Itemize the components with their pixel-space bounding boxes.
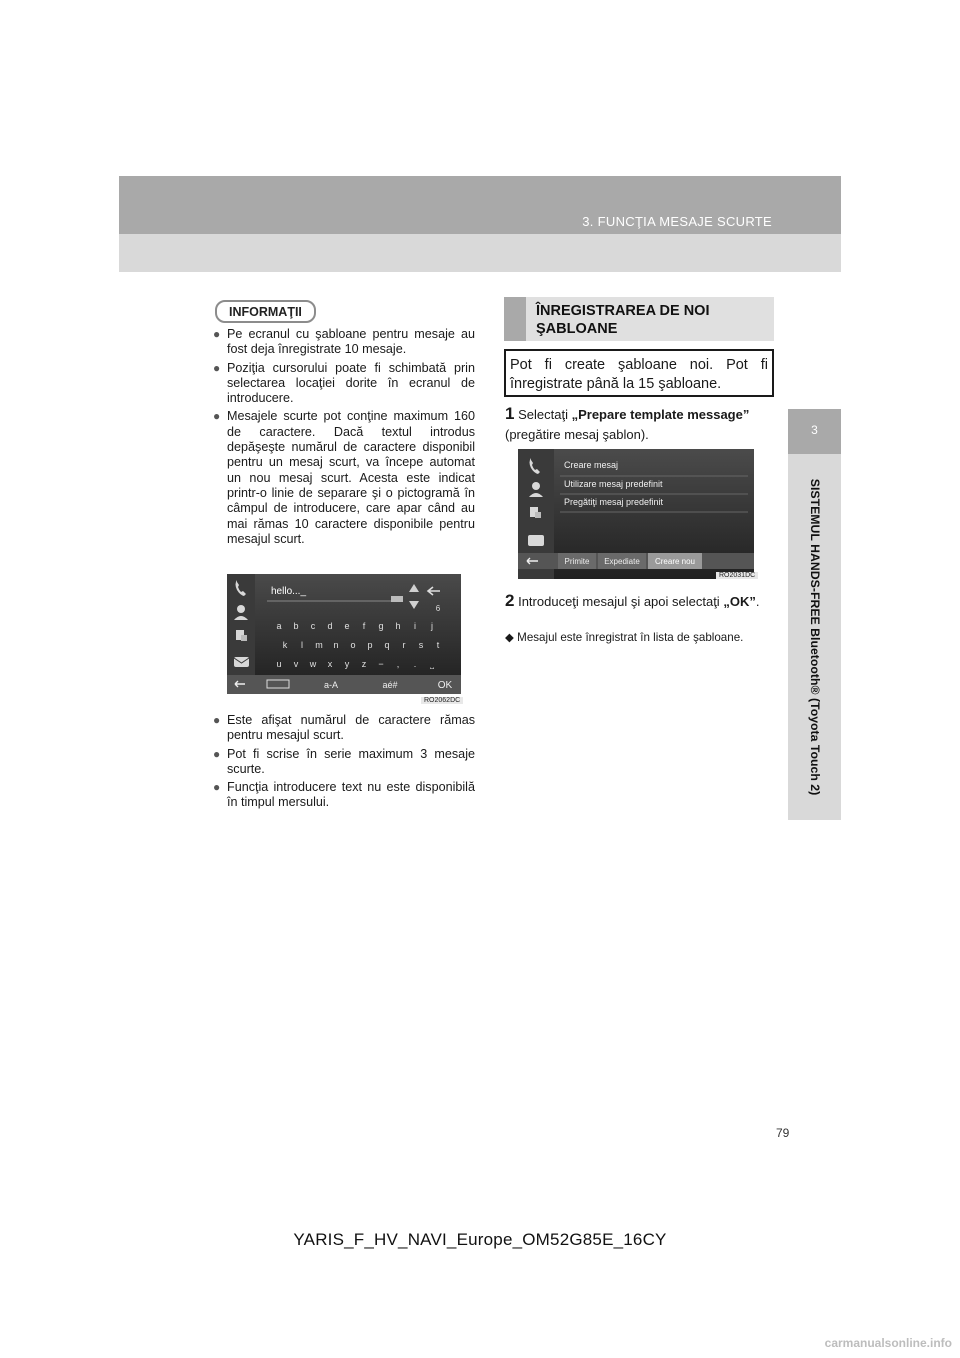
ok-button[interactable]: OK bbox=[437, 680, 453, 691]
key[interactable]: d bbox=[327, 621, 333, 631]
key[interactable]: s bbox=[418, 640, 424, 650]
key[interactable]: x bbox=[327, 659, 333, 669]
step-number: 2 bbox=[505, 591, 515, 610]
list-item: ● Pe ecranul cu şabloane pentru mesaje au fost deja înregistrate 10 mesaje. bbox=[213, 327, 475, 357]
key[interactable]: n bbox=[333, 640, 339, 650]
symbols-button[interactable]: aé# bbox=[382, 680, 398, 690]
key[interactable]: i bbox=[414, 621, 416, 631]
menu-item-prepare-template[interactable]: Pregătiţi mesaj predefinit bbox=[564, 497, 664, 507]
page-header bbox=[119, 176, 841, 272]
step-2 bbox=[505, 591, 771, 612]
step-text: Selectaţi bbox=[518, 407, 568, 422]
key[interactable]: , bbox=[396, 659, 400, 669]
step-text: Introduceţi mesajul şi apoi selectaţi bbox=[518, 594, 720, 609]
list-item: ● Poziţia cursorului poate fi schimbată prin selectarea locaţiei dorite în ecranul de introducere. bbox=[213, 360, 475, 406]
chapter-label: SISTEMUL HANDS-FREE Bluetooth® (Toyota Touch 2) bbox=[807, 478, 822, 796]
case-button[interactable]: a-A bbox=[323, 680, 339, 690]
bullet-icon: ● bbox=[213, 780, 221, 795]
section-heading bbox=[504, 297, 774, 341]
key[interactable]: j bbox=[431, 621, 433, 631]
section-intro-text: Pot fi create şabloane noi. Pot fi înregistrate până la 15 şabloane. bbox=[510, 357, 768, 392]
step-1 bbox=[505, 404, 771, 445]
bullet-icon: ● bbox=[213, 409, 221, 424]
info-section bbox=[213, 300, 475, 323]
key[interactable]: h bbox=[395, 621, 401, 631]
key[interactable]: g bbox=[378, 621, 384, 631]
info-bullets-top bbox=[213, 327, 475, 550]
list-item: ● Pot fi scrise în serie maximum 3 mesaje scurte. bbox=[213, 746, 475, 776]
menu-item-use-template[interactable]: Utilizare mesaj predefinit bbox=[564, 479, 663, 489]
step-command: „Prepare template message” bbox=[571, 407, 750, 422]
bullet-icon: ● bbox=[213, 327, 221, 341]
info-bullets-bottom bbox=[213, 713, 475, 814]
figure-code: RO2062DC bbox=[421, 697, 463, 704]
key[interactable]: f bbox=[362, 621, 366, 631]
message-icon[interactable] bbox=[528, 535, 544, 546]
tab-inbox-label: Primite bbox=[564, 557, 590, 566]
tab-new-label: Creare nou bbox=[654, 557, 696, 566]
key[interactable]: ⎵ bbox=[430, 659, 434, 669]
step-text: (pregătire mesaj şablon). bbox=[505, 427, 649, 442]
info-tag: INFORMAŢII bbox=[215, 300, 316, 323]
key[interactable]: l bbox=[301, 640, 303, 650]
key[interactable]: k bbox=[282, 640, 288, 650]
chapter-number: 3 bbox=[788, 409, 841, 454]
key[interactable]: t bbox=[436, 640, 440, 650]
bullet-icon: ● bbox=[213, 746, 221, 761]
list-item: ● Funcţia introducere text nu este disponibilă în timpul mersului. bbox=[213, 780, 475, 810]
list-item: ● Este afişat numărul de caractere rămas pentru mesajul scurt. bbox=[213, 713, 475, 743]
key[interactable]: b bbox=[293, 621, 299, 631]
separator-icon bbox=[391, 596, 403, 602]
key[interactable]: . bbox=[413, 659, 417, 669]
key[interactable]: e bbox=[344, 621, 350, 631]
message-icon[interactable] bbox=[234, 657, 249, 667]
key[interactable]: v bbox=[293, 659, 299, 669]
key[interactable]: a bbox=[276, 621, 282, 631]
template-screen-svg bbox=[518, 449, 754, 579]
figure-code: RO2031DC bbox=[716, 572, 758, 579]
section-heading-line: ŞABLOANE bbox=[536, 321, 618, 337]
document-code: YARIS_F_HV_NAVI_Europe_OM52G85E_16CY bbox=[293, 1230, 667, 1249]
key[interactable]: p bbox=[367, 640, 373, 650]
keyboard-screenshot bbox=[227, 574, 461, 694]
step-command: „OK” bbox=[723, 594, 756, 609]
key[interactable]: − bbox=[378, 659, 384, 669]
char-count: 6 bbox=[435, 604, 441, 613]
key[interactable]: m bbox=[315, 640, 323, 650]
section-intro-box bbox=[504, 349, 774, 397]
key[interactable]: o bbox=[350, 640, 356, 650]
key[interactable]: z bbox=[361, 659, 367, 669]
list-item: ● Mesajele scurte pot conţine maximum 160 de caractere. Dacă textul introdus depăşeşte numărul de caractere disponibil pentru un mesaj scurt, va începe automat un nou mesaj scurt. Acesta este indicat printr-o linie de separare şi o pictogramă în câmpul de introducere, care apar când au mai rămas 10 caractere disponibile pentru mesajul scurt. bbox=[213, 409, 475, 546]
key[interactable]: c bbox=[310, 621, 316, 631]
tab-sent-label: Expediate bbox=[604, 557, 640, 566]
bullet-icon: ● bbox=[213, 360, 221, 375]
page-number: 79 bbox=[776, 1126, 790, 1140]
section-heading-bar bbox=[504, 297, 526, 341]
keyboard-screen-svg bbox=[227, 574, 461, 694]
diamond-icon: ◆ bbox=[505, 631, 514, 644]
key[interactable]: u bbox=[276, 659, 282, 669]
step-note bbox=[505, 630, 777, 644]
input-text[interactable]: hello..._ bbox=[271, 586, 307, 597]
watermark: carmanualsonline.info bbox=[824, 1336, 952, 1350]
menu-item-create[interactable]: Creare mesaj bbox=[564, 460, 619, 470]
key[interactable]: w bbox=[309, 659, 317, 669]
step-number: 1 bbox=[505, 404, 515, 423]
note-text: Mesajul este înregistrat în lista de şabloane. bbox=[517, 631, 744, 644]
bullet-icon: ● bbox=[213, 713, 221, 727]
key[interactable]: y bbox=[344, 659, 350, 669]
header-title: 3. FUNCŢIA MESAJE SCURTE bbox=[582, 214, 772, 229]
key[interactable]: r bbox=[402, 640, 406, 650]
section-heading-line: ÎNREGISTRAREA DE NOI bbox=[536, 303, 710, 319]
template-screenshot bbox=[518, 449, 754, 579]
key[interactable]: q bbox=[384, 640, 390, 650]
step-text: . bbox=[755, 594, 760, 609]
